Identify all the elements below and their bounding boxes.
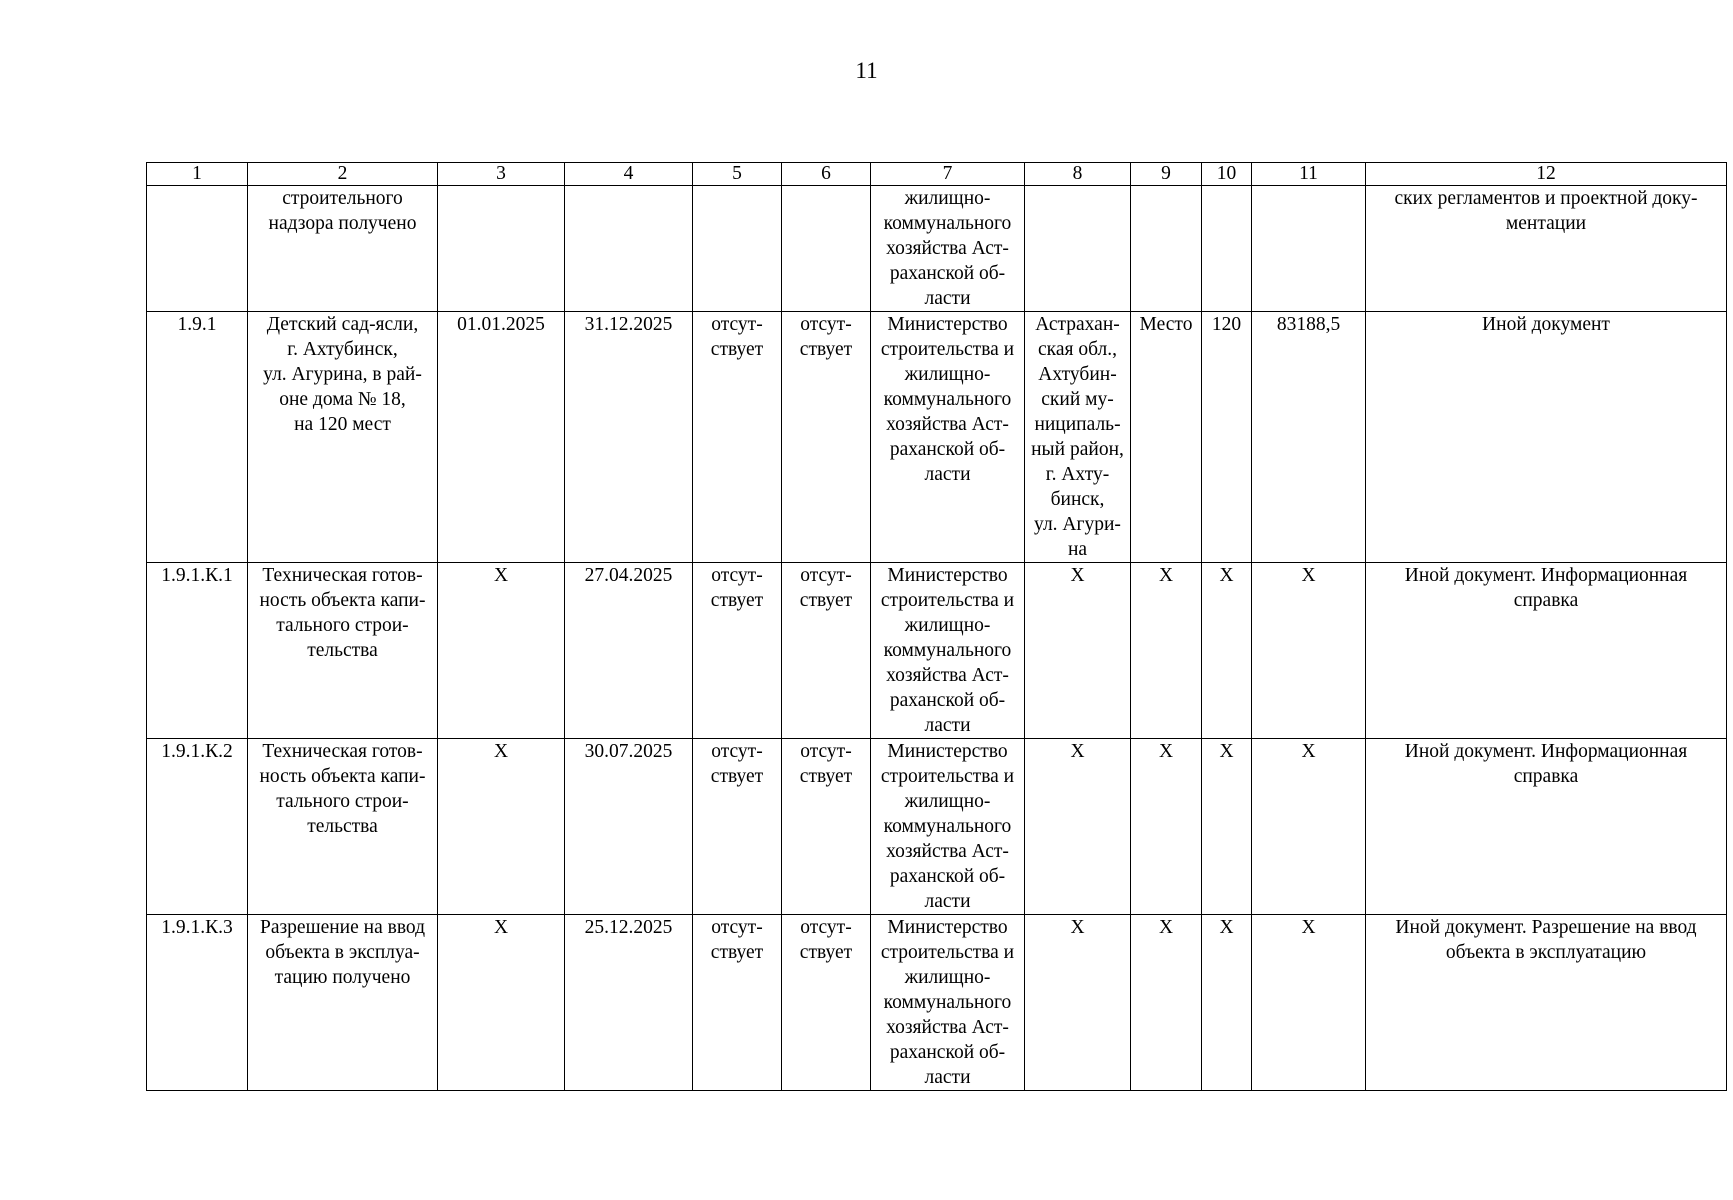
- table-cell: отсут- ствует: [693, 563, 782, 739]
- table-cell: Иной документ. Разрешение на ввод объекта в эксплуатацию: [1366, 915, 1727, 1091]
- table-row: [147, 563, 1727, 739]
- table-cell: Астрахан- ская обл., Ахтубин- ский му- ниципаль- ный район, г. Ахту- бинск, ул. Агури- на: [1025, 312, 1131, 563]
- table-row: [147, 312, 1727, 563]
- table-cell: 1.9.1.К.3: [147, 915, 248, 1091]
- table-cell: 83188,5: [1252, 312, 1366, 563]
- column-header: 5: [693, 163, 782, 186]
- table-cell: [1025, 186, 1131, 312]
- table-cell: 1.9.1.К.2: [147, 739, 248, 915]
- table-cell: Иной документ. Информационная справка: [1366, 563, 1727, 739]
- table-cell: 31.12.2025: [565, 312, 693, 563]
- table-cell: Министерство строительства и жилищно- коммунального хозяйства Аст- раханской об- ласти: [871, 915, 1025, 1091]
- table-cell: Х: [1025, 739, 1131, 915]
- column-header: 7: [871, 163, 1025, 186]
- table-cell: Х: [1025, 563, 1131, 739]
- table-cell: 25.12.2025: [565, 915, 693, 1091]
- table-cell: отсут- ствует: [782, 312, 871, 563]
- table-cell: Х: [1025, 915, 1131, 1091]
- table-cell: Х: [438, 915, 565, 1091]
- table-cell: отсут- ствует: [693, 915, 782, 1091]
- table-cell: Х: [1131, 563, 1202, 739]
- table-cell: Х: [1252, 915, 1366, 1091]
- table-cell: [147, 186, 248, 312]
- table-cell: отсут- ствует: [782, 915, 871, 1091]
- table-cell: Х: [1202, 739, 1252, 915]
- table-cell: 01.01.2025: [438, 312, 565, 563]
- column-header: 11: [1252, 163, 1366, 186]
- table-cell: отсут- ствует: [782, 739, 871, 915]
- data-table: [146, 162, 1727, 1091]
- table-cell: Министерство строительства и жилищно- коммунального хозяйства Аст- раханской об- ласти: [871, 739, 1025, 915]
- table-row: [147, 739, 1727, 915]
- table-cell: отсут- ствует: [693, 739, 782, 915]
- table-cell: Х: [1131, 739, 1202, 915]
- column-header: 10: [1202, 163, 1252, 186]
- table-cell: Техническая готов- ность объекта капи- тального строи- тельства: [248, 563, 438, 739]
- table-cell: Х: [438, 563, 565, 739]
- column-header: 9: [1131, 163, 1202, 186]
- table-cell: жилищно- коммунального хозяйства Аст- раханской об- ласти: [871, 186, 1025, 312]
- table-cell: [782, 186, 871, 312]
- table-cell: Разрешение на ввод объекта в эксплуа- тацию получено: [248, 915, 438, 1091]
- table-row-continuation: [147, 186, 1727, 312]
- page-number: 11: [855, 58, 878, 83]
- column-header: 3: [438, 163, 565, 186]
- table-cell: [565, 186, 693, 312]
- column-header: 6: [782, 163, 871, 186]
- table-cell: Техническая готов- ность объекта капи- тального строи- тельства: [248, 739, 438, 915]
- table-cell: Министерство строительства и жилищно- коммунального хозяйства Аст- раханской об- ласти: [871, 312, 1025, 563]
- table-cell: Х: [1202, 915, 1252, 1091]
- table-cell: 27.04.2025: [565, 563, 693, 739]
- table-cell: [693, 186, 782, 312]
- column-header: 8: [1025, 163, 1131, 186]
- column-header: 12: [1366, 163, 1727, 186]
- table-cell: Х: [1202, 563, 1252, 739]
- table-cell: Х: [1252, 739, 1366, 915]
- table-cell: 120: [1202, 312, 1252, 563]
- table-cell: 30.07.2025: [565, 739, 693, 915]
- table-cell: ских регламентов и проектной доку- ментации: [1366, 186, 1727, 312]
- table-cell: Х: [438, 739, 565, 915]
- table-cell: [438, 186, 565, 312]
- table-row: [147, 915, 1727, 1091]
- table-cell: [1131, 186, 1202, 312]
- table-cell: Х: [1252, 563, 1366, 739]
- column-header: 2: [248, 163, 438, 186]
- table-cell: Иной документ: [1366, 312, 1727, 563]
- column-header: 4: [565, 163, 693, 186]
- table-cell: 1.9.1.К.1: [147, 563, 248, 739]
- table-cell: Детский сад-ясли, г. Ахтубинск, ул. Агурина, в рай- оне дома № 18, на 120 мест: [248, 312, 438, 563]
- table-cell: 1.9.1: [147, 312, 248, 563]
- table-cell: отсут- ствует: [782, 563, 871, 739]
- table-header-row: [147, 163, 1727, 186]
- column-header: 1: [147, 163, 248, 186]
- table-cell: Х: [1131, 915, 1202, 1091]
- table-cell: [1252, 186, 1366, 312]
- table-cell: Иной документ. Информационная справка: [1366, 739, 1727, 915]
- table-cell: Место: [1131, 312, 1202, 563]
- table-cell: отсут- ствует: [693, 312, 782, 563]
- table-cell: строительного надзора получено: [248, 186, 438, 312]
- table-cell: [1202, 186, 1252, 312]
- table-cell: Министерство строительства и жилищно- коммунального хозяйства Аст- раханской об- ласти: [871, 563, 1025, 739]
